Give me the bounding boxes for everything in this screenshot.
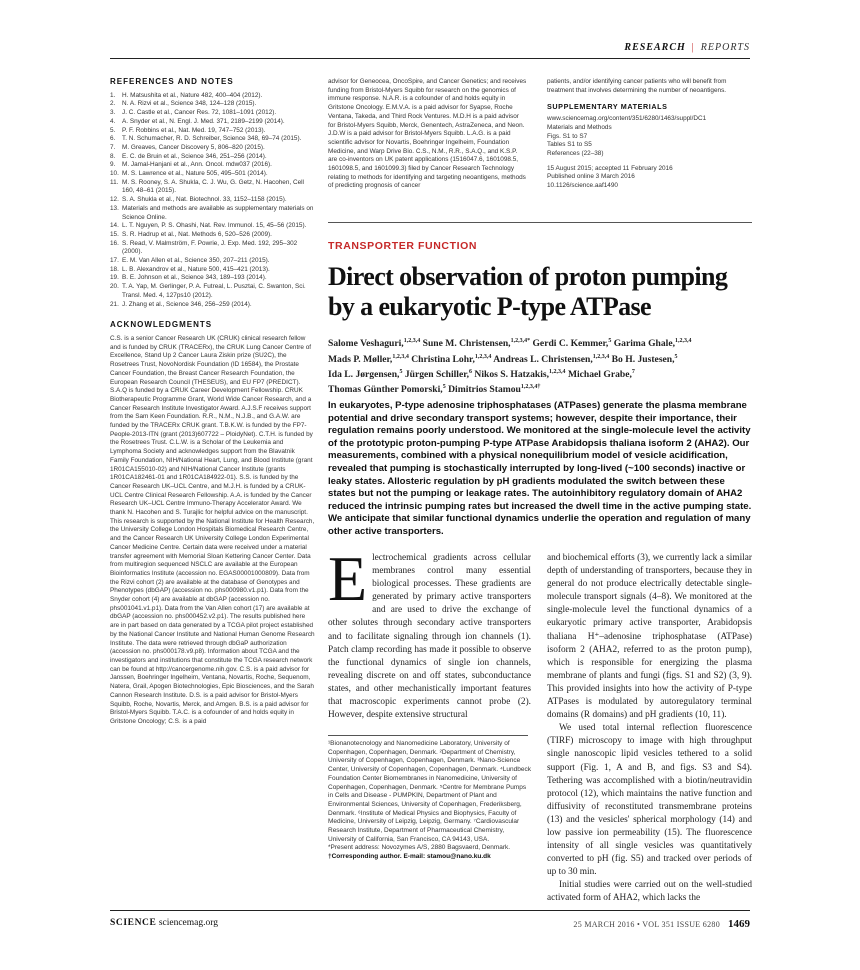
body-column-2 [547,552,752,906]
present-address: *Present address: Novozymes A/S, 2880 Bagsvaerd, Denmark. [328,844,511,852]
author-affiliation-marks: 6 [468,368,472,375]
reference-item [110,222,315,231]
header-divider: | [691,42,695,53]
body-paragraph: We used total internal reflection fluorescence (TIRF) microscopy to image with high throughput single nanoscopic lipid vesicles tethered to a solid support (Fig. 1, A and B, and figs. S3 and S4). Tethering was accomplished with a biotin/neutravidin protocol (12), which maintains the native function and diffusivity of reconstituted transmembrane proteins (13) and the vesicles' spherical morphology (14) and low passive ion permeability (15). The fluorescence intensity of all single vesicles was quantitatively converted to pH (fig. S5) and tracked over periods of up to 30 min. [547,723,752,878]
published-date: Published online 3 March 2016 [547,173,635,181]
reference-item [110,257,315,266]
author-name: Jürgen Schiller, [404,368,469,380]
reference-item [110,127,315,136]
acknowledgments-end: patients, and/or identifying cancer patients who will benefit from treatment that involves determining the number of neoantigens. [547,78,727,94]
body-paragraph: and biochemical efforts (3), we currently lack a similar depth of understanding of transporters, because they in general do not produce electrically detectable single-molecule transport signals (4–8). We monitored at the single-molecule level the functional dynamics of a eukaryotic primary active transporter, Arabidopsis thaliana H⁺–adenosine triphosphatase (ATPase) isoform 2 (AHA2, referred to as the proton pump), which is responsible for energizing the plasma membrane of plants and fungi (figs. S1 and S2) (3, 9). This provided insights into how the activity of P-type ATPases is modulated by autoregulatory terminal domains (R domains) and pH gradients (10, 11). [547,553,752,721]
reference-item [110,179,315,196]
author-name: Salome Veshaguri, [328,338,404,350]
article-kicker: TRANSPORTER FUNCTION [328,240,478,252]
reference-text: J. C. Castle et al., Cancer Res. 72, 1081–1091 (2012). [122,109,277,117]
author-affiliation-marks: 1,2,3,4 [675,338,692,344]
reference-text: B. E. Johnson et al., Science 343, 189–193 (2014). [122,274,267,282]
footer-issue [573,918,750,930]
reference-number: 6. [110,135,116,143]
reference-item [110,205,315,222]
reference-item [110,170,315,179]
reference-item [110,231,315,240]
author [328,338,420,349]
reference-number: 1. [110,91,116,99]
references-list [110,92,315,310]
supplementary-title: SUPPLEMENTARY MATERIALS [547,102,668,112]
author-name: Sune M. Christensen, [422,338,511,350]
reference-number: 14. [110,222,119,230]
reference-item [110,153,315,162]
body-text: lectrochemical gradients across cellular membranes control many essential biological processes. These gradients are generated by primary active transporters and are used to drive the exchange of other solutes through secondary active transporters and to facilitate signaling through ion channels (1). Patch clamp recording has made it possible to observe the functional dynamics of single ion channels, revealing discrete on and off states, subconductance states, and other mechanistically important features that macroscopic experiments cannot probe (2). However, despite extensive structural [328,553,531,721]
reference-number: 11. [110,178,119,186]
author [328,354,409,365]
reference-number: 20. [110,283,119,291]
author-affiliation-marks: 5 [608,338,612,344]
author-affiliation-marks: 1,2,3,4 [549,368,566,375]
reference-number: 4. [110,117,116,125]
author-name: Ida L. Jørgensen, [328,368,400,380]
author-affiliation-marks: 1,2,3,4 [474,353,492,360]
reference-text: M. Greaves, Cancer Discovery 5, 806–820 (2015). [122,143,265,151]
drop-cap: E [328,543,368,614]
journal-name: SCIENCE [110,918,157,928]
reference-item [110,109,315,118]
author-name: Christina Lohr, [411,353,475,365]
reference-number: 9. [110,161,116,169]
supplementary-line: Tables S1 to S5 [547,141,592,149]
supplementary-link[interactable]: www.sciencemag.org/content/351/6280/1463/suppl/DC1 [547,115,707,123]
references-title: REFERENCES AND NOTES [110,77,234,86]
supplementary-line: Figs. S1 to S7 [547,132,588,140]
footer-rule [110,910,750,911]
reference-text: T. A. Yap, M. Gerlinger, P. A. Futreal, L. Pusztai, C. Swanton, Sci. Transl. Med. 4, 127ps10 (2012). [122,283,306,299]
author-name: Gerdi C. Kemmer, [532,338,609,350]
author [568,369,635,380]
reference-number: 5. [110,126,116,134]
author [423,338,530,349]
subsection-label: REPORTS [700,42,750,53]
supplementary-line: Materials and Methods [547,123,612,131]
reference-number: 16. [110,239,119,247]
author [612,354,678,365]
reference-number: 21. [110,300,119,308]
column-left [110,78,315,727]
reference-number: 19. [110,274,119,282]
reference-item [110,274,315,283]
body-paragraph: Initial studies were carried out on the well-studied activated form of AHA2, which lacks the [547,880,752,904]
reference-number: 13. [110,204,119,212]
reference-item [110,301,315,310]
author-name: Garima Ghale, [613,338,676,350]
author-name: Mads P. Møller, [328,353,393,365]
reference-text: S. Read, V. Malmström, F. Powrie, J. Exp. Med. 192, 295–302 (2000). [122,239,298,256]
section-label: RESEARCH [624,42,686,53]
author-name: Nikos S. Hatzakis, [474,368,550,380]
reference-item [110,118,315,127]
body-column-1 [328,543,531,722]
received-date: 15 August 2015; accepted 11 February 2016 [547,164,673,172]
doi[interactable]: 10.1126/science.aaf1490 [547,182,618,190]
author [614,338,692,349]
author [328,384,446,395]
author-affiliation-marks: 1,2,3,4 [592,353,610,360]
header-rule [110,58,750,59]
reference-number: 3. [110,109,116,117]
reference-item [110,135,315,144]
reference-item [110,240,315,257]
affiliations [328,740,531,862]
reference-text: P. F. Robbins et al., Nat. Med. 19, 747–752 (2013). [122,126,266,134]
reference-text: N. A. Rizvi et al., Science 348, 124–128 (2015). [122,100,257,108]
author-name: Dimitrios Stamou [448,384,521,396]
acknowledgments-title: ACKNOWLEDGMENTS [110,320,213,330]
reference-text: L. B. Alexandrov et al., Nature 500, 415–421 (2013). [122,265,270,273]
author-affiliation-marks: 1,2,3,4† [520,384,541,391]
reference-text: J. Zhang et al., Science 346, 256–259 (2014). [122,300,252,308]
reference-number: 17. [110,257,119,265]
reference-number: 10. [110,170,119,178]
author-name: Andreas L. Christensen, [493,353,593,365]
author [474,369,565,380]
reference-text: L. T. Nguyen, P. S. Ohashi, Nat. Rev. Immunol. 15, 45–56 (2015). [122,222,307,230]
reference-number: 7. [110,143,116,151]
footnote-rule [328,735,528,736]
reference-number: 12. [110,196,119,204]
author [411,354,491,365]
corresponding-author: †Corresponding author. E-mail: stamou@nano.ku.dk [328,853,491,861]
issue-info: 25 MARCH 2016 • VOL 351 ISSUE 6280 [573,920,720,929]
page-number: 1469 [728,918,750,930]
reference-number: 8. [110,152,116,160]
reference-item [110,283,315,300]
reference-text: Materials and methods are available as supplementary materials on Science Online. [122,204,314,221]
footer-journal [110,918,218,928]
column-right-top [547,78,752,191]
running-header [624,42,750,53]
section-rule [328,222,752,223]
reference-item [110,100,315,109]
reference-text: M. S. Lawrence et al., Nature 505, 495–501 (2014). [122,170,268,178]
reference-item [110,144,315,153]
author-affiliation-marks: 7 [631,368,635,375]
author [532,338,611,349]
author-name: Michael Grabe, [567,368,632,380]
supplementary-line: References (22–38) [547,149,604,157]
reference-item [110,161,315,170]
reference-item [110,92,315,101]
reference-number: 18. [110,265,119,273]
acknowledgments-text: C.S. is a senior Cancer Research UK (CRUK) clinical research fellow and is funded by CRUK (TRACERx), the CRUK Lung Cancer Centre of Excellence, Stand Up 2 Cancer Laura Ziskin prize (SU2C), the Rosetrees Trust, NovoNordisk Foundation (ID 16584), the Prostate Cancer Foundation, the Breast Cancer Research Foundation, the European Research Council (THESEUS), and EU FP7 (PREDICT). S.A.Q is funded by a CRUK Career Development Fellowship. CRUK Biotherapeutic Programme Grant, World Wide Cancer Research, and a Cancer Research Institute Investigator Award. A.J.S.F receives support from the Sam Keen Foundation. R.R., N.M., N.J.B., and G.A.W. are funded by the TRACERx CRUK grant. T.B.K.W. is funded by the FP7-People-2013-ITN (grant (2013)607722 – PloidyNet). C.T.H. is funded by the Rosetrees Trust. C.L.W. is a Scholar of the Leukemia and Lymphoma Society and acknowledges support from the Blavatnik Family Foundation, NIH/National Heart, Lung, and Blood Institute (grant 1R01CA155010-02) and NIH/National Cancer Institute (grants 1R01CA182461-01 and 1R01CA184922-01). S.S. is funded by the Cancer Research UK–UCL Centre, and M.J.H. is funded by a CRUK-UCL Centre Clinical Research Fellowship. A.A. is funded by the Cancer Research UK–UCL Centre Immuno-Therapy Accelerator Award. We thank N. Hacohen and S. Turajlic for helpful advice on the manuscript. This research is supported by the National Institute for Health Research, the University College London Hospitals Biomedical Research Centre, and the Cancer Research UK University College London Experimental Cancer Medicine Centre. Certain data were received under a material transfer agreement with Memorial Sloan Kettering Cancer Center. Data from multiregion sequenced NSCLC are available at the European Bioinformatics Institute (accession no. EGAS00001000809). Data from the Rizvi cohort (2) are available at the database of Genotypes and Phenotypes (dbGAP) (accession no. phs000980.v1.p1). Data from the Snyder cohort (4) are available at dbGAP (accession no. phs001041.v1.p1). Data from the Van Allen cohort (17) are available at dbGAP (accession no. phs000452.v2.p1). The results published here are in part based on data generated by a TCGA pilot project established by the National Cancer Institute and National Human Genome Research Institute. The data were retrieved through dbGaP authorization (accession no. phs000178.v9.p8). Information about TCGA and the investigators and institutions that constitute the TCGA research network can be found at http://cancergenome.nih.gov. C.S. is a paid advisor for Janssen, Boehringer Ingelheim, Ventana, Novartis, Roche, Sequenom, Natera, Grail, Apogen Biotechnologies, Epic Biosciences, and the Sarah Cannon Research Institute. D.S. is a paid advisor for Bristol-Myers Squibb, Roche, Novartis, Merck, and Amgen. B.S. is a paid advisor for Bristol-Myers Squibb. T.A.C. is a cofounder of and holds equity in Gritstone Oncology; C.S. is a paid [110,334,315,725]
acknowledgments-continued: advisor for Geneocea, OncoSpire, and Cancer Genetics; and receives funding from Bristol-Myers Squibb for research on the genomics of immune response. N.A.R. is a cofounder of and holds equity in Gritstone Oncology. E.M.V.A. is a paid advisor for Syapse, Roche Ventana, Takeda, and Third Rock Ventures. M.D.H is a paid advisor for Bristol-Myers Squibb, Merck, Genentech, AstraZeneca, and Neon. J.D.W is a paid advisor for Bristol-Myers Squibb. L.A.G. is a paid scientific advisor for Novartis, Boehringer Ingelheim, Foundation Medicine, and Warp Drive Bio. C.S., N.M., R.R., S.A.Q., and K.S.P. are co-inventors on UK patent applications (1516047.6, 1601098.5, 1601098.5, and 1601099.3) filed by Cancer Research Technology relating to methods for identifying and targeting neoantigens, methods of predicting prognosis of cancer [328,78,527,190]
reference-text: T. N. Schumacher, R. D. Schreiber, Science 348, 69–74 (2015). [122,135,302,143]
author-affiliation-marks: 5 [399,368,403,375]
author-affiliation-marks: 5 [674,353,678,360]
author-name: Bo H. Justesen, [611,353,675,365]
reference-item [110,196,315,205]
reference-text: E. C. de Bruin et al., Science 346, 251–256 (2014). [122,152,267,160]
author [328,369,402,380]
reference-text: M. S. Rooney, S. A. Shukla, C. J. Wu, G. Getz, N. Hacohen, Cell 160, 48–61 (2015). [122,178,304,195]
reference-text: M. Jamal-Hanjani et al., Ann. Oncol. mdw037 (2016). [122,161,272,169]
article-title: Direct observation of proton pumping by a eukaryotic P-type ATPase [328,262,728,321]
reference-text: H. Matsushita et al., Nature 482, 400–404 (2012). [122,91,263,99]
author-name: Thomas Günther Pomorski, [328,384,443,396]
reference-item [110,266,315,275]
author-list [328,335,753,397]
journal-site[interactable]: sciencemag.org [158,918,218,928]
reference-text: S. R. Hadrup et al., Nat. Methods 6, 520–526 (2009). [122,230,272,238]
abstract-text: In eukaryotes, P-type adenosine triphosphatases (ATPases) generate the plasma membrane potential and drive secondary transport systems; however, despite their importance, their regulation remains poorly understood. We monitored at the single-molecule level the activity of the prototypic proton-pumping P-type ATPase Arabidopsis thaliana isoform 2 (AHA2). Our measurements, combined with a physical nonequilibrium model of vesicle acidification, revealed that pumping is stochastically interrupted by long-lived (~100 seconds) inactive or leaky states. Allosteric regulation by pH gradients modulated the switch between these states but not the pumping or leakage rates. The autoinhibitory regulatory domain of AHA2 reduced the intrinsic pumping rates but increased the dwell time in the active pumping state. We anticipate that similar functional dynamics underlie the operation and regulation of many other active transporters. [328,400,752,537]
author [493,354,609,365]
author-affiliation-marks: 1,2,3,4* [510,338,531,344]
reference-number: 2. [110,100,116,108]
reference-text: E. M. Van Allen et al., Science 350, 207–211 (2015). [122,257,270,265]
author [405,369,472,380]
reference-text: A. Snyder et al., N. Engl. J. Med. 371, 2189–2199 (2014). [122,117,285,125]
abstract [328,400,753,539]
reference-text: S. A. Shukla et al., Nat. Biotechnol. 33, 1152–1158 (2015). [122,196,287,204]
reference-number: 15. [110,230,119,238]
author [448,384,540,395]
author-affiliation-marks: 1,2,3,4 [403,338,421,344]
author-affiliation-marks: 5 [442,384,446,391]
affiliations-text: ¹Bionanotecnology and Nanomedicine Laboratory, University of Copenhagen, Copenhagen, Denmark. ²Department of Chemistry, University of Copenhagen, Copenhagen, Denmark. ³Nano-Science Center, University of Copenhagen, Copenhagen, Denmark. ⁴Lundbeck Foundation Center Biomembranes in Nanomedicine, University of Copenhagen, Copenhagen, Denmark. ⁵Centre for Membrane Pumps in Cells and Disease - PUMPKIN, Department of Plant and Environmental Sciences, University of Copenhagen, Frederiksberg, Denmark. ⁶Institute of Medical Physics and Biophysics, Faculty of Medicine, University of Leipzig, Leipzig, Germany. ⁷Cardiovascular Research Institute, Department of Pharmaceutical Chemistry, University of California, San Francisco, CA 94143, USA. [328,740,531,843]
author-affiliation-marks: 1,2,3,4 [392,353,409,360]
